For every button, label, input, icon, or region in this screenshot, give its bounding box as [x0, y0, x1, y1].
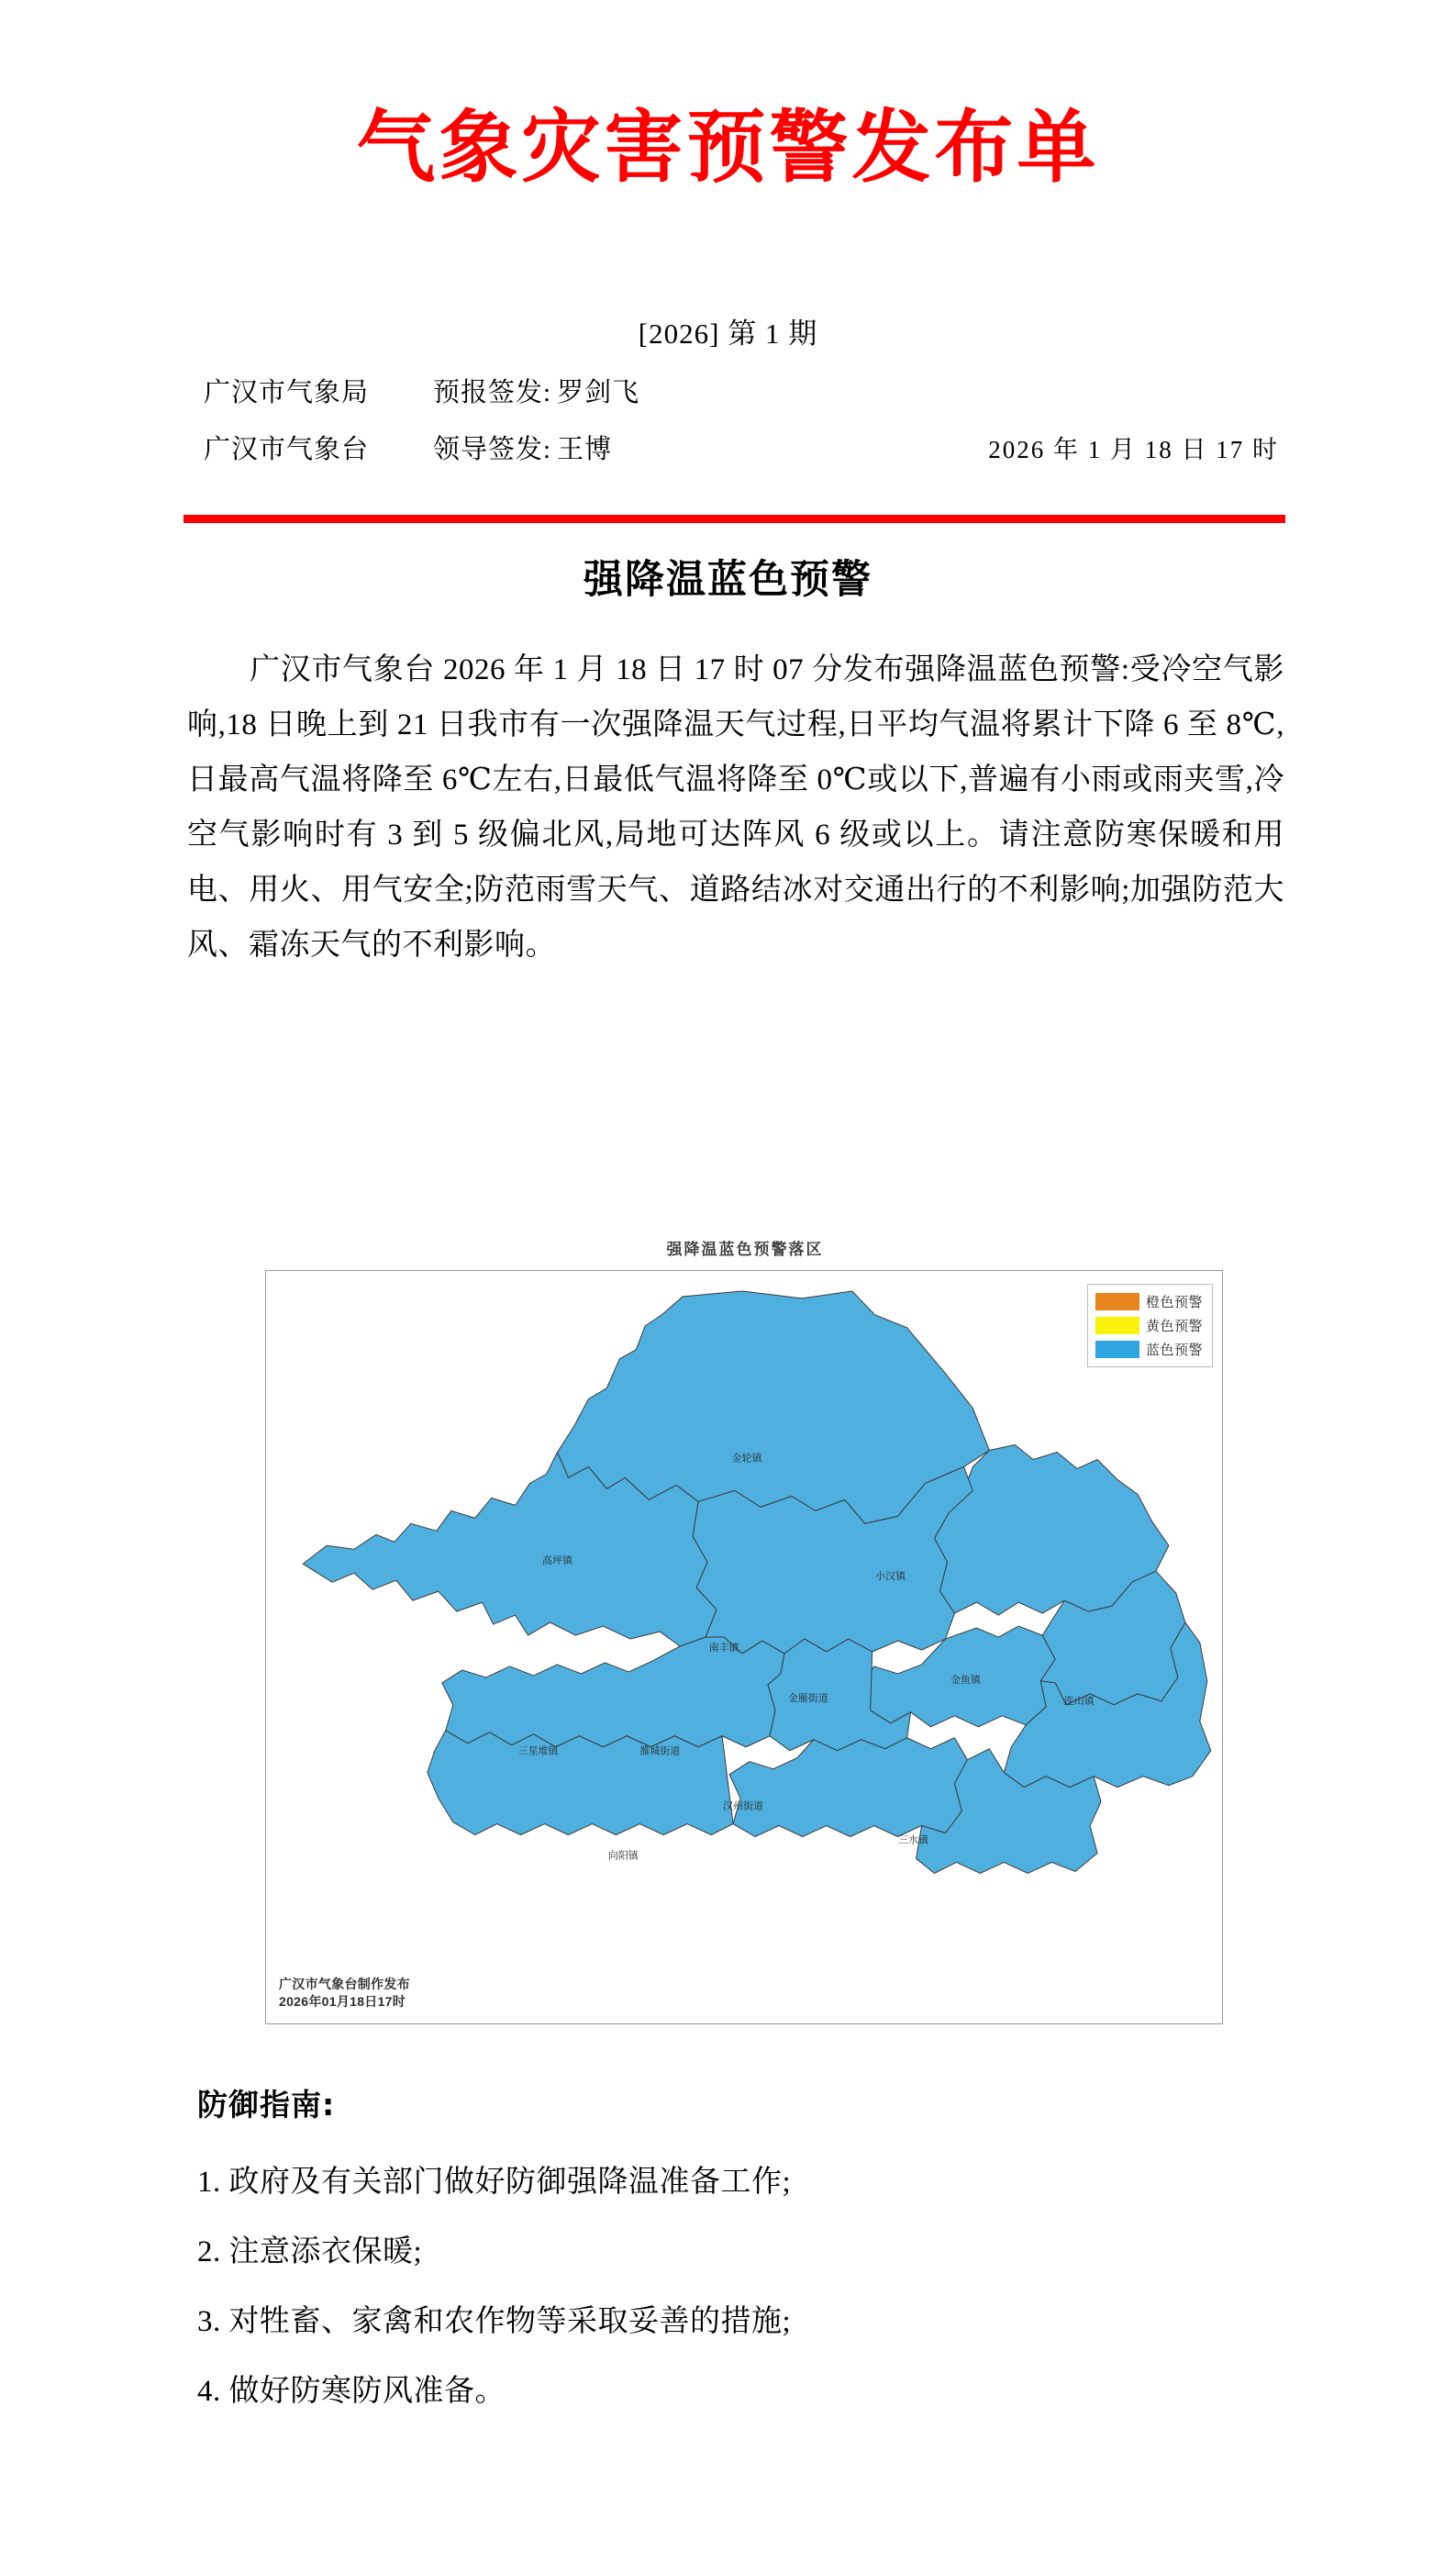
legend-swatch-blue [1095, 1341, 1139, 1358]
guidance-item: 2. 注意添衣保暖; [197, 2235, 423, 2268]
warning-heading: 强降温蓝色预警 [584, 557, 872, 603]
map-township-label: 汉州街道 [723, 1800, 763, 1812]
map-township-label: 向阳镇 [607, 1850, 639, 1862]
leader-signoff-name: 王博 [557, 435, 613, 464]
map-township-label: 金雁街道 [787, 1692, 828, 1704]
issue-number: [2026] 第 1 期 [638, 318, 818, 350]
map-township-label: 南丰镇 [708, 1642, 739, 1654]
map-frame [265, 1270, 1223, 2024]
page-title: 气象灾害预警发布单 [356, 101, 1100, 194]
leader-signoff-label: 领导签发: [433, 435, 552, 464]
map-region-汉州街道 [729, 1738, 967, 1837]
map-township-label: 小汉镇 [875, 1571, 906, 1583]
legend-label-blue: 蓝色预警 [1145, 1343, 1203, 1358]
map-credit-datetime: 2026年01月18日17时 [279, 1994, 406, 2010]
legend-swatch-yellow [1095, 1317, 1139, 1334]
issuing-office-bureau: 广汉市气象局 [204, 378, 370, 407]
legend-label-yellow: 黄色预警 [1145, 1319, 1203, 1334]
red-divider-rule [183, 515, 1285, 523]
signature-row-leader [204, 429, 1286, 485]
map-region-向阳镇 [428, 1731, 733, 1835]
issuing-office-observatory: 广汉市气象台 [204, 435, 370, 464]
map-township-label: 雒城街道 [639, 1745, 681, 1757]
map-credit-publisher: 广汉市气象台制作发布 [279, 1977, 410, 1992]
map-township-label: 金鱼镇 [950, 1674, 981, 1686]
legend-row-blue [1095, 1340, 1203, 1359]
map-township-label: 连山镇 [1063, 1695, 1095, 1707]
forecast-signoff-label: 预报签发: [433, 378, 552, 407]
legend-swatch-orange [1095, 1293, 1139, 1310]
legend-row-yellow [1095, 1316, 1203, 1335]
legend-row-orange [1095, 1292, 1203, 1311]
guidance-item: 3. 对牲畜、家禽和农作物等采取妥善的措施; [197, 2305, 792, 2338]
signature-row-forecaster [204, 372, 1286, 429]
guidance-item: 1. 政府及有关部门做好防御强降温准备工作; [197, 2166, 792, 2199]
masthead [0, 101, 1456, 194]
map-township-label: 高坪镇 [542, 1555, 572, 1567]
signature-block [204, 372, 1286, 485]
guidance-heading: 防御指南: [197, 2087, 336, 2123]
map-township-label: 金轮镇 [731, 1453, 762, 1465]
guidance-list [197, 2147, 1280, 2426]
map-township-label: 三星堆镇 [517, 1745, 559, 1757]
map-title: 强降温蓝色预警落区 [666, 1241, 824, 1258]
guidance-item: 4. 做好防寒防风准备。 [197, 2375, 506, 2408]
map-credit [279, 1976, 410, 2011]
warning-area-map-figure [265, 1236, 1225, 2024]
issue-datetime: 2026 年 1 月 18 日 17 时 [988, 436, 1279, 463]
guanghan-district-map [266, 1271, 1222, 2023]
warning-body-text: 广汉市气象台 2026 年 1 月 18 日 17 时 07 分发布强降温蓝色预警:受冷空气影响,18 日晚上到 21 日我市有一次强降温天气过程,日平均气温将累计下降 6 至 8℃,日最高气温将降至 6℃左右,日最低气温将降至 0℃或以下,普遍有小雨或雨夹雪,冷空气影响时有 3 到 5 级偏北风,局地可达阵风 6 级或以上。请注意防寒保暖和用电、用火、用气安全;防范雨雪天气、道路结冰对交通出行的不利影响;加强防范大风、霜冻天气的不利影响。 [187, 653, 1284, 962]
legend-label-orange: 橙色预警 [1145, 1295, 1203, 1310]
forecast-signoff-name: 罗剑飞 [557, 378, 640, 407]
map-legend [1087, 1284, 1213, 1367]
map-township-label: 三水镇 [898, 1834, 929, 1846]
